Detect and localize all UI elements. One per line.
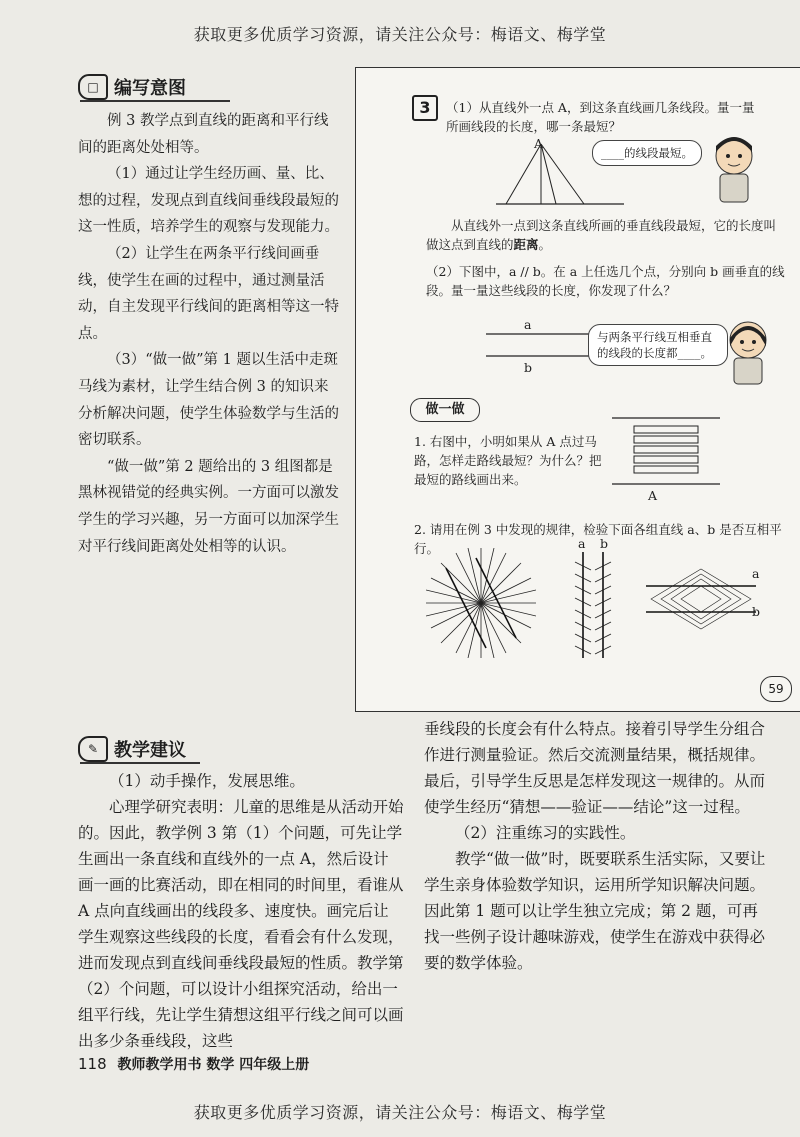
example-number-badge: 3 [412, 95, 438, 121]
question-2: （2）下图中，a // b。在 a 上任选几个点，分别向 b 画垂直的线段。量一量这些线段的长度，你发现了什么？ [426, 264, 785, 298]
point-label-A: A [534, 136, 544, 151]
parallel-lines-figure [486, 326, 596, 366]
exercise-1: 1. 右图中，小明如果从 A 点过马路，怎样走路线最短？为什么？把最短的路线画出来。 [414, 434, 602, 487]
header-underline [80, 100, 230, 102]
practice-tag: 做一做 [410, 398, 480, 422]
intent-paragraph: （3）“做一做”第 1 题以生活中走斑马线为素材，让学生结合例 3 的知识来分析解决问题，使学生体验数学与生活的密切联系。 [78, 352, 339, 449]
section-header-intent [78, 74, 186, 100]
section-header-suggestion [78, 736, 186, 762]
intent-paragraph: （1）通过让学生经历画、量、比、想的过程，发现点到直线间垂线段最短的这一性质，培养学生的观察与发现能力。 [78, 166, 339, 236]
book-title: 教师教学用书 数学 四年级上册 [117, 1057, 310, 1073]
illusion-diamond-figure [646, 564, 756, 636]
girl-illustration [716, 316, 780, 386]
textbook-page-number: 59 [760, 676, 792, 702]
speech-bubble-shortest: ____的线段最短。 [592, 140, 702, 166]
intent-paragraph: “做一做”第 2 题给出的 3 组图都是黑林视错觉的经典实例。一方面可以激发学生的学习兴趣，另一方面可以加深学生对平行线间距离处处相等的认识。 [78, 458, 339, 555]
page-footer [78, 1054, 309, 1074]
intent-text [78, 108, 340, 560]
illusion-label-a: a [578, 536, 586, 551]
header-underline-2 [80, 762, 200, 764]
illusion-hatched-figure [561, 546, 631, 662]
definition-text [426, 216, 786, 254]
speech-bubble-equal: 与两条平行线互相垂直的线段的长度都____。 [588, 324, 728, 366]
book-icon: □ [78, 74, 108, 100]
diamond-label-b: b [752, 604, 761, 619]
suggestion-paragraph: （2）注重练习的实践性。 [455, 824, 636, 842]
diamond-label-a: a [752, 566, 760, 581]
illusion-radial-figure [426, 548, 536, 658]
crosswalk-figure [612, 416, 722, 488]
suggestion-paragraph: 垂线段的长度会有什么特点。接着引导学生分组合作进行测量验证。然后交流测量结果，概括规律。最后，引导学生反思是怎样发现这一规律的。从而使学生经历“猜想——验证——结论”这一过程。 [424, 720, 766, 816]
intent-paragraph: （2）让学生在两条平行线间画垂线，使学生在画的过程中，通过测量活动，自主发现平行线间的距离相等这一特点。 [78, 245, 339, 342]
suggestion-paragraph: 心理学研究表明：儿童的思维是从活动开始的。因此，教学例 3 第（1）个问题，可先让学生画出一条直线和直线外的一点 A，然后设计画一画的比赛活动，即在相同的时间里，看谁从 A 点向直线画出的线段多、速度快。画完后让学生观察这些线段的长度，看看会有什么发现，进而发现点到直线间垂线段最短的性质。教学第（2）个问题，可以设计小组探究活动，给出一组平行线，先让学生猜想这组平行线之间可以画出多少条垂线段，这些 [78, 798, 404, 1050]
suggestion-text-right [424, 716, 766, 976]
line-label-a: a [524, 317, 532, 332]
suggestion-paragraph: 教学“做一做”时，既要联系生活实际，又要让学生亲身体验数学知识，运用所学知识解决问题。因此第 1 题可以让学生独立完成；第 2 题，可再找一些例子设计趣味游戏，使学生在游戏中获得必要的数学体验。 [424, 850, 766, 972]
exercise-2: 2. 请用在例 3 中发现的规律，检验下面各组直线 a、b 是否互相平行。 [414, 522, 782, 556]
definition-term: 距离 [513, 237, 539, 252]
illusion-label-b: b [600, 536, 609, 551]
question-1: （1）从直线外一点 A，到这条直线画几条线段。量一量所画线段的长度，哪一条最短？ [446, 100, 755, 134]
section-title-suggestion: 教学建议 [114, 740, 186, 761]
boy-illustration [704, 132, 764, 204]
suggestion-text-left [78, 768, 404, 1054]
section-title-intent: 编写意图 [114, 78, 186, 99]
definition-suffix: 。 [538, 237, 552, 252]
bookmark-icon: ✎ [78, 736, 108, 762]
page-number: 118 [78, 1055, 107, 1073]
watermark-top: 获取更多优质学习资源，请关注公众号：梅语文、梅学堂 [193, 25, 607, 44]
crosswalk-label-A: A [648, 488, 658, 503]
watermark-bottom: 获取更多优质学习资源，请关注公众号：梅语文、梅学堂 [193, 1103, 607, 1122]
line-label-b: b [524, 360, 533, 375]
textbook-excerpt [355, 67, 800, 712]
intent-paragraph: 例 3 教学点到直线的距离和平行线间的距离处处相等。 [78, 113, 329, 156]
suggestion-paragraph: （1）动手操作，发展思维。 [109, 772, 305, 790]
definition-prefix: 从直线外一点到这条直线所画的垂直线段最短，它的长度叫做这点到直线的 [426, 218, 777, 252]
